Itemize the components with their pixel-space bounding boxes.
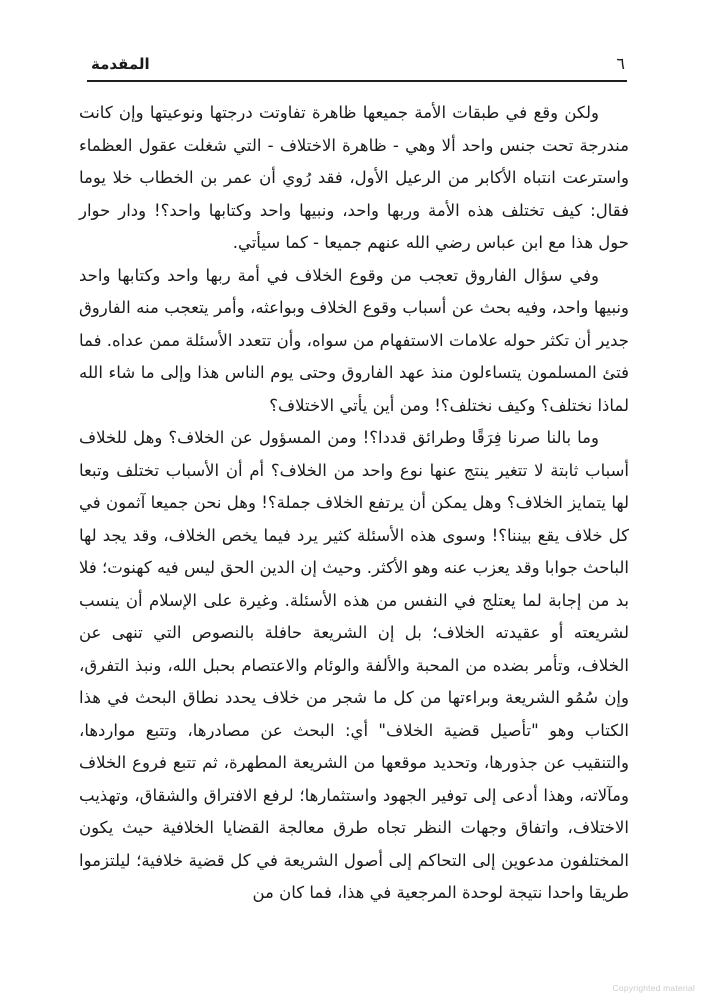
page-content [79,54,629,910]
page-header [79,54,629,73]
copyright-watermark: Copyrighted material [612,983,695,993]
header-rule [87,80,627,82]
page-number: ٦ [616,54,625,73]
running-title: المقدمة [91,55,150,73]
paragraph: ولكن وقع في طبقات الأمة جميعها ظاهرة تفاوتت درجتها ونوعيتها وإن كانت مندرجة تحت جنس واحد ألا وهي - ظاهرة الاختلاف - التي شغلت عقول العظماء واسترعت انتباه الأكابر من الرعيل الأول، فقد رُوي أن عمر بن الخطاب خلا يوما فقال: كيف تختلف هذه الأمة وربها واحد، ونبيها واحد وكتابها واحد؟! ودار حوار حول هذا مع ابن عباس رضي الله عنهم جميعا - كما سيأتي. [79,103,629,252]
paragraph: وفي سؤال الفاروق تعجب من وقوع الخلاف في أمة ربها واحد وكتابها واحد ونبيها واحد، وفيه بحث عن أسباب وقوع الخلاف وبواعثه، وأمر يتعجب منه الفاروق جدير أن تكثر حوله علامات الاستفهام من سواه، وأن تتعدد الأسئلة ممن عداه. فما فتئ المسلمون يتساءلون منذ عهد الفاروق وحتى يوم الناس هذا وإلى ما شاء الله لماذا نختلف؟ وكيف نختلف؟! ومن أين يأتي الاختلاف؟ [79,265,629,415]
paragraph: وما بالنا صرنا فِرَقًا وطرائق قددا؟! ومن المسؤول عن الخلاف؟ وهل للخلاف أسباب ثابتة لا تتغير ينتج عنها نوع واحد من الخلاف؟ أم أن الأسباب تختلف وتبعا لها يتمايز الخلاف؟ وهل يمكن أن يرتفع الخلاف جملة؟! وهل نحن جميعا آثمون في كل خلاف يقع بيننا؟! وسوى هذه الأسئلة كثير يرد فيما يخص الخلاف، وقد يجد لها الباحث جوابا وقد يعزب عنه وهو الأكثر. وحيث إن الدين الحق ليس فيه كهنوت؛ فلا بد من إجابة لما يعتلج في النفس من هذه الأسئلة. وغيرة على الإسلام أن ينسب لشريعته أو عقيدته الخلاف؛ بل إن الشريعة حافلة بالنصوص التي تنهى عن الخلاف، وتأمر بضده من المحبة والألفة والوئام والاعتصام بحبل الله، ونبذ التفرق، وإن سُمُو الشريعة وبراءتها من كل ما شجر من خلاف يحدد نطاق البحث في هذا الكتاب وهو "تأصيل قضية الخلاف" أي: البحث عن مصادرها، وتتبع مواردها، والتنقيب عن جذورها، وتحديد موقعها من الشريعة المطهرة، ثم تتبع فروع الخلاف ومآلاته، وهذا أدعى إلى توفير الجهود واستثمارها؛ لرفع الافتراق والشقاق، وتهذيب الاختلاف، واتفاق وجهات النظر تجاه طرق معالجة القضايا الخلافية حيث يكون المختلفون مدعوين إلى التحاكم إلى أصول الشريعة في كل قضية خلافية؛ ليلتزموا طريقا واحدا نتيجة لوحدة المرجعية في هذا، فما كان من [79,428,629,902]
body-text [79,97,629,910]
